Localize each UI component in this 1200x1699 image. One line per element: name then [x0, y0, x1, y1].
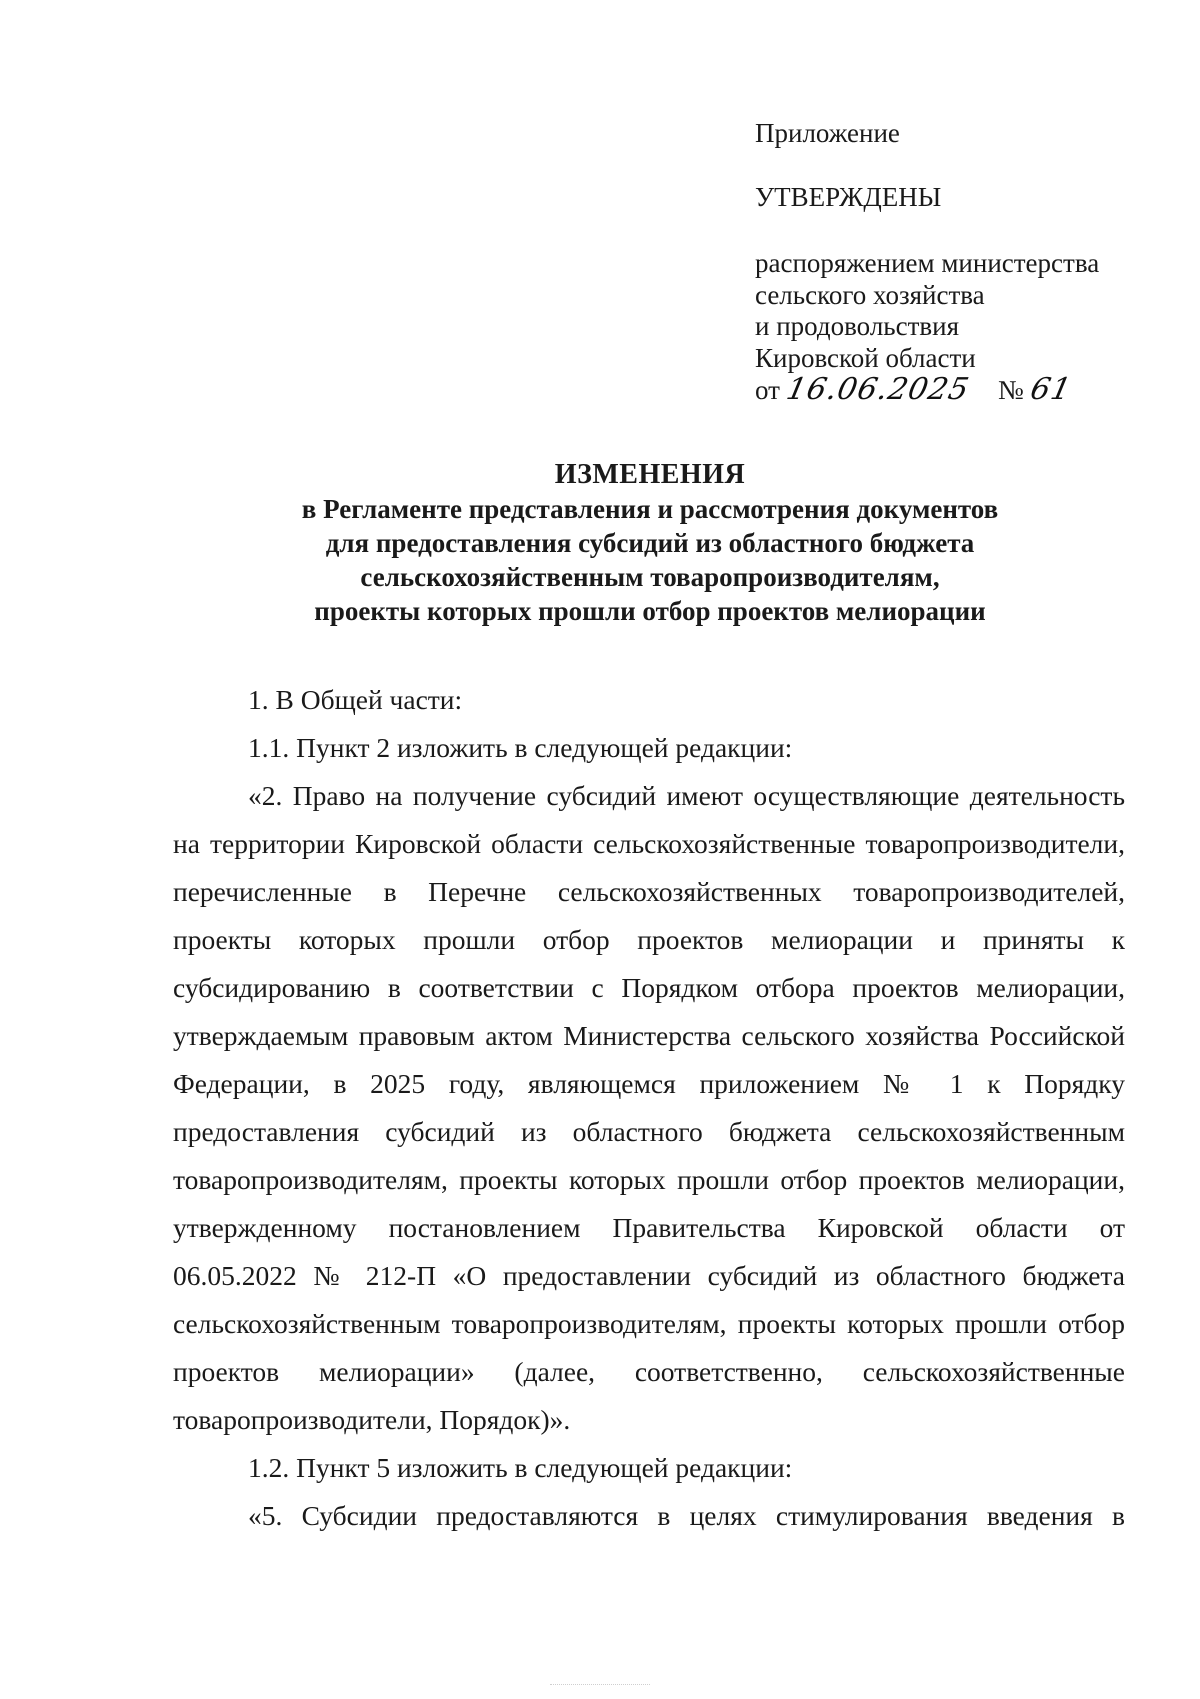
handwritten-date: 16.06.2025 — [783, 372, 973, 407]
appendix-label: Приложение — [755, 118, 900, 148]
approved-label: УТВЕРЖДЕНЫ — [755, 182, 942, 212]
approval-line: распоряжением министерства — [755, 248, 1100, 278]
title-line: в Регламенте представления и рассмотрения документов — [301, 494, 999, 524]
document-title — [170, 458, 1130, 628]
item-heading: 1.1. Пункт 2 изложить в следующей редакции: — [248, 732, 793, 763]
scan-artifact — [550, 1684, 650, 1689]
title-line: для предоставления субсидий из областного бюджета — [325, 528, 975, 558]
paragraph-5: «5. Субсидии предоставляются в целях стимулирования введения в — [248, 1500, 1125, 1531]
handwritten-number: 61 — [1026, 372, 1075, 407]
paragraph-2: «2. Право на получение субсидий имеют осуществляющие деятельность на территории Кировской области сельскохозяйственные товаропроизводители, перечисленные в Перечне сельскохозяйственных товаропроизводителей, проекты которых прошли отбор проектов мелиорации и приняты к субсидированию в соответствии с Порядком отбора проектов мелиорации, утверждаемым правовым актом Министерства сельского хозяйства Российской Федерации, в 2025 году, являющемся приложением № 1 к Порядку предоставления субсидий из областного бюджета сельскохозяйственным товаропроизводителям, проекты которых прошли отбор проектов мелиорации, утвержденному постановлением Правительства Кировской области от 06.05.2022 № 212-П «О предоставлении субсидий из областного бюджета сельскохозяйственным товаропроизводителям, проекты которых прошли отбор проектов мелиорации» (далее, соответственно, сельскохозяйственные товаропроизводители, Порядок)». — [173, 780, 1125, 1435]
date-prefix: от — [755, 375, 780, 405]
title-main: ИЗМЕНЕНИЯ — [554, 459, 746, 490]
approval-date-line — [755, 374, 1099, 407]
item-heading: 1.2. Пункт 5 изложить в следующей редакции: — [248, 1452, 793, 1483]
title-line: проекты которых прошли отбор проектов мелиорации — [314, 596, 986, 626]
approval-line: сельского хозяйства — [755, 279, 985, 310]
section-heading: 1. В Общей части: — [248, 684, 463, 715]
document-body — [173, 676, 1125, 1540]
approval-line: и продовольствия — [755, 311, 960, 341]
approval-line: Кировской области — [755, 342, 976, 373]
title-line: сельскохозяйственным товаропроизводителям, — [360, 562, 940, 592]
approval-authority — [755, 248, 1099, 407]
number-prefix: № — [997, 375, 1024, 405]
